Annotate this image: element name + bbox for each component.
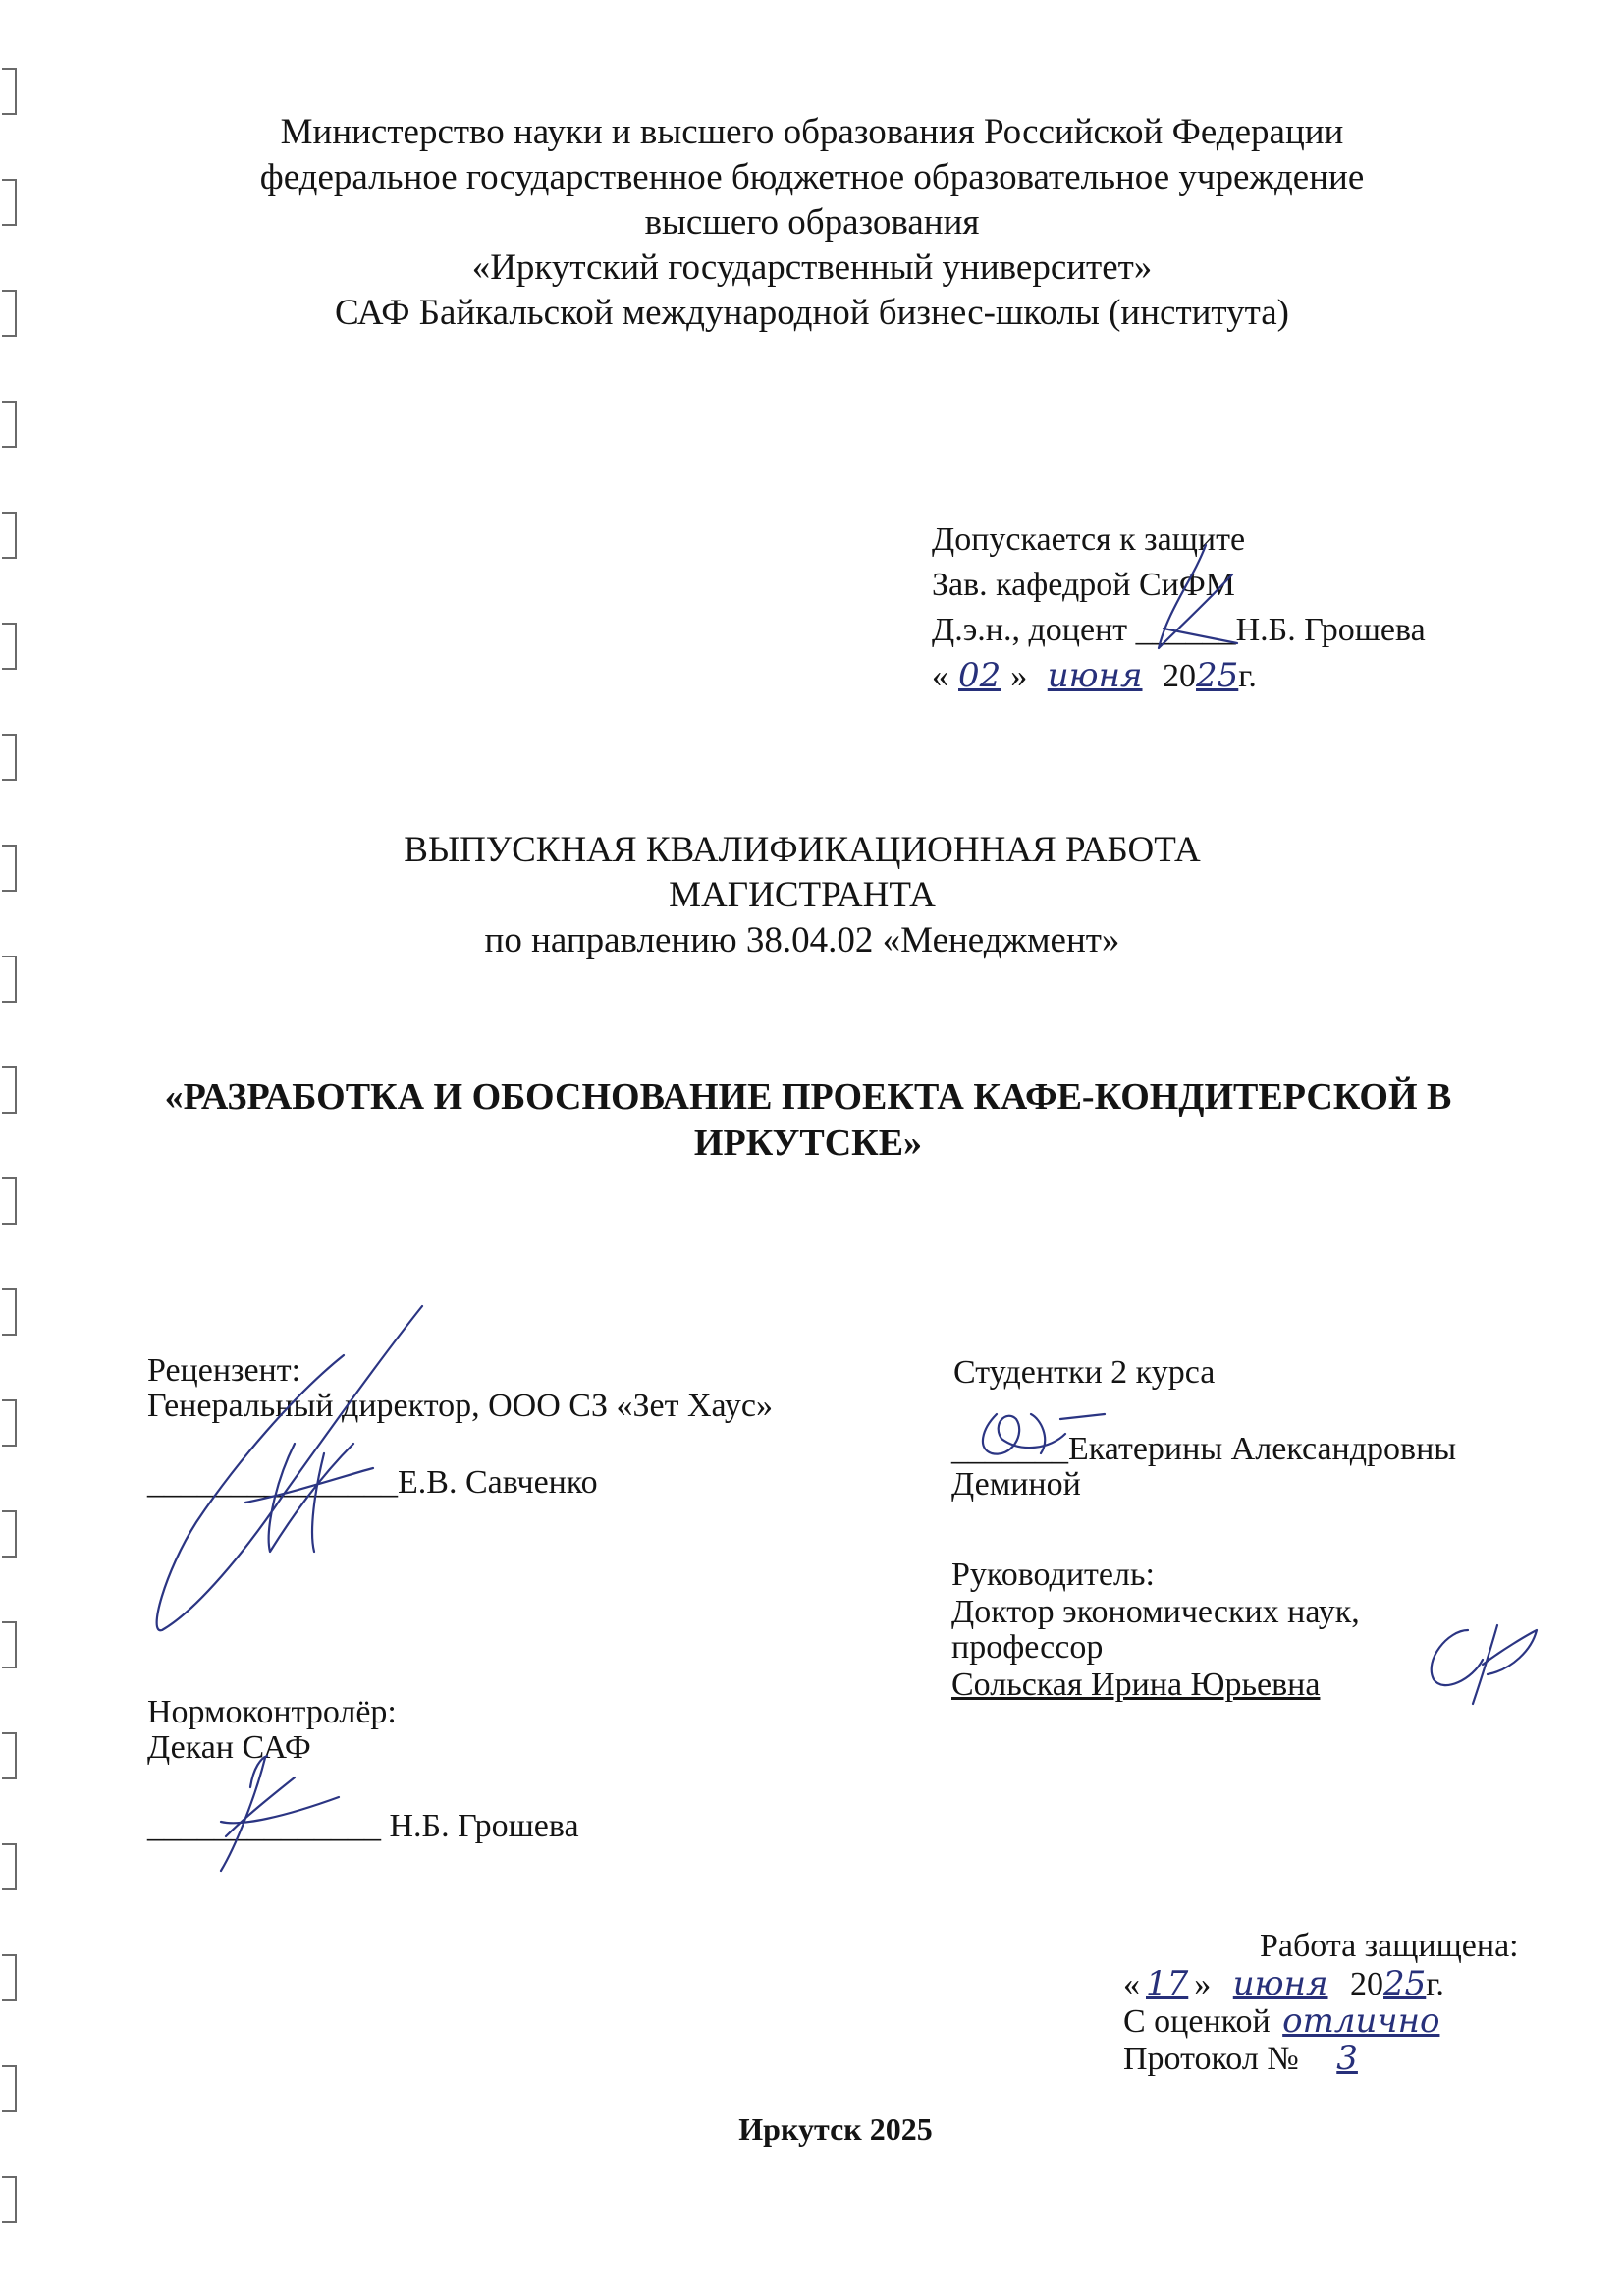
admission-name: Н.Б. Грошева xyxy=(1235,612,1426,648)
admission-day: 02 xyxy=(958,656,1001,695)
supervisor-title: профессор xyxy=(951,1629,1104,1666)
binder-hole xyxy=(2,1622,16,1667)
reviewer-name: Е.В. Савченко xyxy=(398,1464,598,1501)
signature-line: _______________ xyxy=(147,1464,398,1501)
quote-open: « xyxy=(932,658,948,694)
quote-close: » xyxy=(1194,1966,1212,2002)
normcontrol-name: Н.Б. Грошева xyxy=(389,1808,579,1844)
binder-hole xyxy=(2,69,16,114)
defense-day: 17 xyxy=(1146,1964,1189,2003)
binder-hole xyxy=(2,513,16,558)
signature-line: _______ xyxy=(951,1431,1068,1467)
defense-grade xyxy=(1123,2003,1443,2040)
defense-title: Работа защищена: xyxy=(1260,1928,1519,1964)
thesis-topic xyxy=(0,1074,1620,1167)
defense-protocol xyxy=(1123,2041,1387,2077)
protocol-number: 3 xyxy=(1336,2039,1358,2078)
admission-month: июня xyxy=(1047,656,1143,695)
institution-header xyxy=(0,110,1624,336)
binder-hole xyxy=(2,1178,16,1224)
reviewer-label: Рецензент: xyxy=(147,1352,301,1389)
admission-title: Допускается к защите xyxy=(932,521,1246,558)
header-line: высшего образования xyxy=(644,202,980,243)
admission-signoff xyxy=(932,613,1426,648)
city-year: Иркутск 2025 xyxy=(738,2111,933,2147)
binder-hole xyxy=(2,1955,16,2000)
thesis-line: по направлению 38.04.02 «Менеджмент» xyxy=(484,920,1120,960)
binder-hole xyxy=(2,624,16,669)
binder-hole xyxy=(2,2177,16,2222)
normcontrol-position: Декан САФ xyxy=(147,1729,311,1766)
defense-date xyxy=(1123,1966,1444,2002)
student-name-line2: Деминой xyxy=(951,1466,1081,1503)
reviewer-position: Генеральный директор, ООО СЗ «Зет Хаус» xyxy=(147,1388,773,1424)
year-unit: г. xyxy=(1426,1966,1444,2002)
supervisor-degree: Доктор экономических наук, xyxy=(951,1594,1360,1630)
defense-month: июня xyxy=(1232,1964,1328,2003)
supervisor-signature xyxy=(1432,1625,1537,1704)
quote-open: « xyxy=(1123,1966,1140,2002)
year-prefix: 20 xyxy=(1350,1966,1384,2002)
topic-line: «РАЗРАБОТКА И ОБОСНОВАНИЕ ПРОЕКТА КАФЕ-КОНДИТЕРСКОЙ В xyxy=(164,1076,1452,1118)
student-name-line1: Екатерины Александровны xyxy=(1068,1431,1457,1467)
binder-hole xyxy=(2,402,16,447)
thesis-block xyxy=(0,828,1614,963)
admission-year-suffix: 25 xyxy=(1196,656,1239,695)
year-unit: г. xyxy=(1238,658,1257,694)
reviewer-signoff xyxy=(147,1465,598,1501)
header-line: «Иркутский государственный университет» xyxy=(471,247,1153,288)
signature-line: ______ xyxy=(1135,612,1236,648)
grade-label: С оценкой xyxy=(1123,2003,1271,2040)
normcontrol-label: Нормоконтролёр: xyxy=(147,1694,397,1730)
normcontrol-signoff xyxy=(147,1809,579,1844)
protocol-label: Протокол № xyxy=(1123,2041,1299,2077)
binder-hole xyxy=(2,1511,16,1557)
admission-position: Зав. кафедрой СиФМ xyxy=(932,567,1235,603)
thesis-line: МАГИСТРАНТА xyxy=(669,875,936,915)
topic-line: ИРКУТСКЕ» xyxy=(693,1122,923,1164)
defense-year-suffix: 25 xyxy=(1383,1964,1427,2003)
admission-date xyxy=(932,658,1257,694)
binder-hole xyxy=(2,1733,16,1778)
quote-close: » xyxy=(1010,658,1028,694)
signature-line: ______________ xyxy=(147,1808,381,1844)
supervisor-label: Руководитель: xyxy=(951,1557,1155,1593)
year-prefix: 20 xyxy=(1163,658,1197,694)
binder-hole xyxy=(2,1400,16,1446)
grade-value: отлично xyxy=(1282,2001,1440,2041)
student-label: Студентки 2 курса xyxy=(953,1354,1216,1391)
supervisor-name: Сольская Ирина Юрьевна xyxy=(951,1667,1321,1703)
student-signoff xyxy=(951,1432,1456,1467)
header-line: Министерство науки и высшего образования Российской Федерации xyxy=(280,112,1344,152)
binder-hole xyxy=(2,1289,16,1335)
admission-degree: Д.э.н., доцент xyxy=(932,612,1128,648)
binder-hole xyxy=(2,735,16,780)
binder-hole xyxy=(2,2066,16,2111)
binder-hole xyxy=(2,1844,16,1889)
header-line: САФ Байкальской международной бизнес-школы (института) xyxy=(335,293,1289,333)
thesis-line: ВЫПУСКНАЯ КВАЛИФИКАЦИОННАЯ РАБОТА xyxy=(404,830,1201,870)
header-line: федеральное государственное бюджетное образовательное учреждение xyxy=(259,157,1365,197)
